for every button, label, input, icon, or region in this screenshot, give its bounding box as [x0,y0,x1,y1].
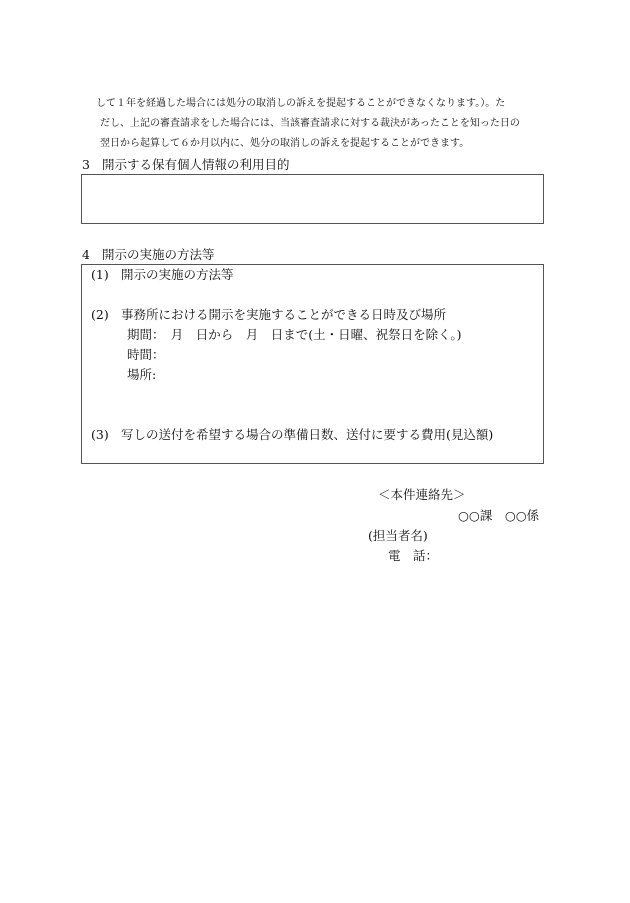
section-4-heading [82,247,215,263]
section-3-number: 3 [82,157,90,172]
item-3 [91,427,493,443]
section-3-box [81,174,544,224]
item-1-number: (1) [91,267,109,282]
schedule-period: 期間： 月 日から 月 日まで(土・日曜、祝祭日を除く。) [127,327,462,342]
item-3-number: (3) [91,427,109,442]
schedule-place: 場所: [127,367,157,382]
section-3-title: 開示する保有個人情報の利用目的 [102,157,290,172]
section-4-box [81,264,544,464]
intro-paragraph [96,94,560,154]
intro-line-2: だし、上記の審査請求をした場合には、当該審査請求に対する裁決があったことを知った日の [100,118,520,129]
contact-phone: 電 話： [388,548,439,563]
intro-line-1: して１年を経過した場合には処分の取消しの訴えを提起することができなくなります。）。た [96,98,506,109]
contact-heading: ＜本件連絡先＞ [378,487,466,502]
section-4-title: 開示の実施の方法等 [102,247,215,262]
item-3-label: 写しの送付を希望する場合の準備日数、送付に要する費用(見込額) [121,427,494,442]
item-1-label: 開示の実施の方法等 [121,267,234,282]
section-4-number: 4 [82,247,90,262]
item-2 [91,307,446,323]
intro-line-3: 翌日から起算して６か月以内に、処分の取消しの訴えを提起することができます。 [100,138,470,149]
item-2-label: 事務所における開示を実施することができる日時及び場所 [121,307,447,322]
item-2-number: (2) [91,307,109,322]
contact-person: (担当者名) [368,528,428,543]
schedule-time: 時間： [127,347,165,362]
section-3-heading [82,157,290,173]
contact-department: ○○課 ○○係 [458,508,540,523]
item-1 [91,267,234,283]
